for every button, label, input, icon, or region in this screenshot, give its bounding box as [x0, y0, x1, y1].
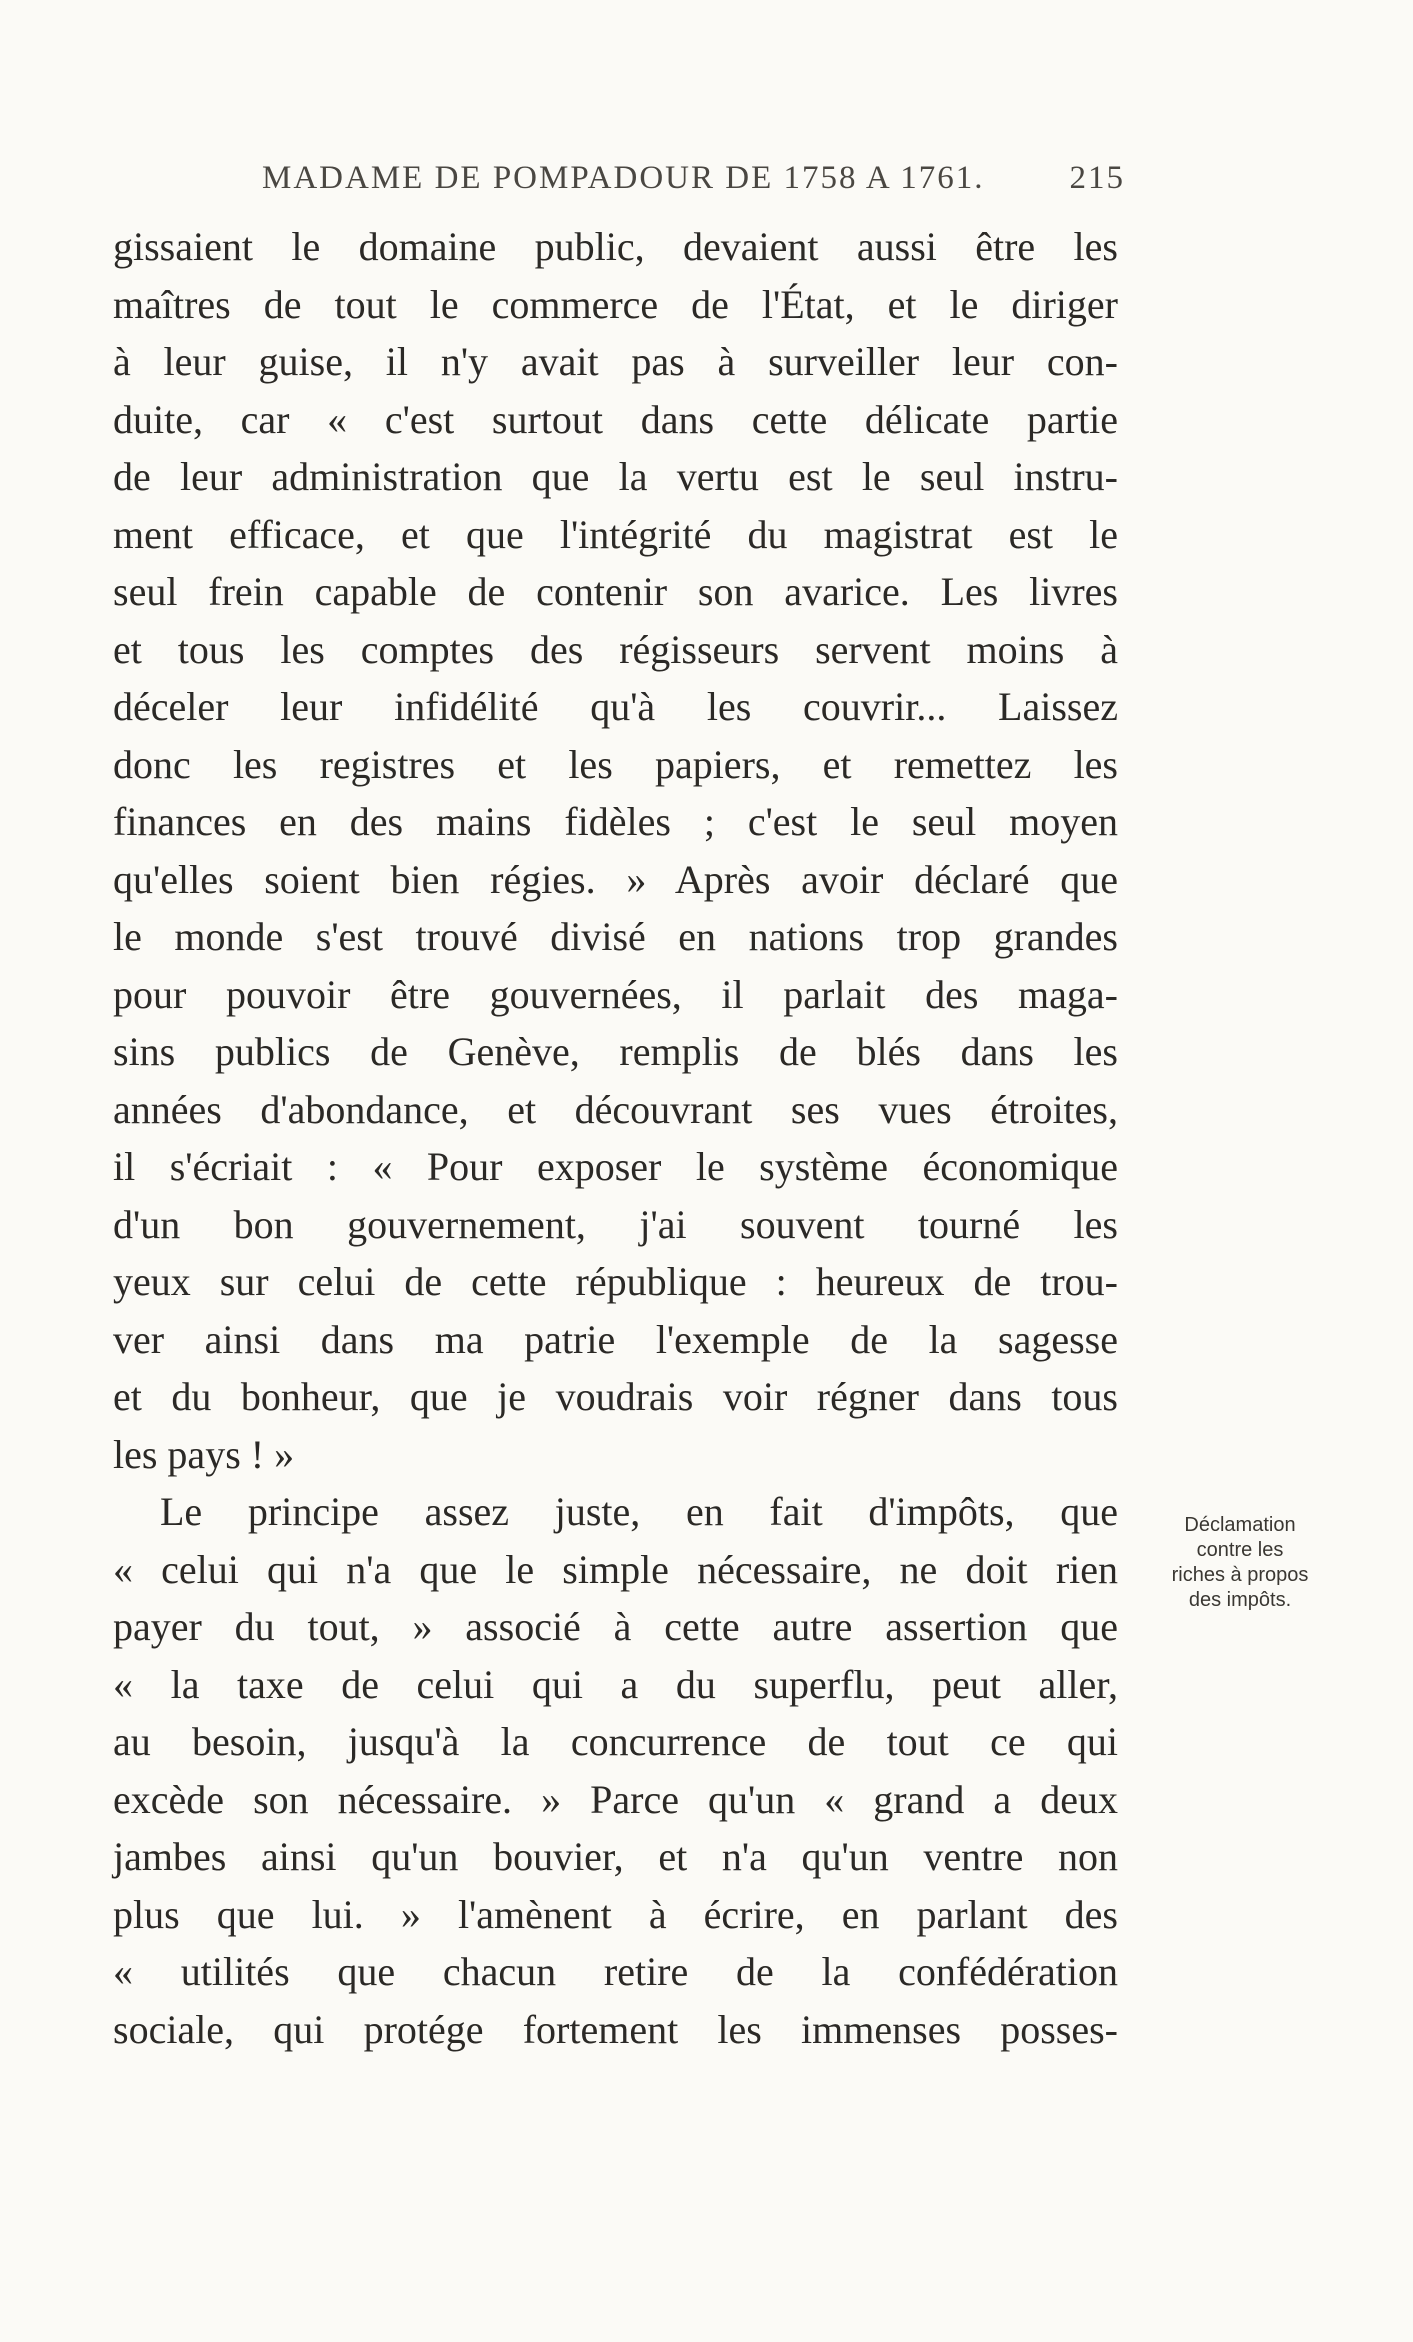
text-line: seul frein capable de contenir son avarice. Les livres — [113, 569, 1118, 614]
text-line: donc les registres et les papiers, et remettez les — [113, 741, 1118, 787]
text-line: à leur guise, il n'y avait pas à surveiller leur con- — [113, 339, 1118, 384]
paragraph-start-line: Le principe assez juste, en fait d'impôts, que — [160, 1489, 1118, 1534]
text-line: pour pouvoir être gouvernées, il parlait des maga- — [113, 971, 1118, 1017]
text-line: yeux sur celui de cette république : heureux de trou- — [113, 1259, 1118, 1304]
text-line: années d'abondance, et découvrant ses vues étroites, — [113, 1086, 1118, 1132]
text-line: sins publics de Genève, remplis de blés dans les — [113, 1029, 1118, 1074]
text-line: duite, car « c'est surtout dans cette délicate partie — [113, 396, 1118, 442]
margin-note — [1140, 1513, 1340, 1613]
text-line: « celui qui n'a que le simple nécessaire, ne doit rien — [113, 1546, 1118, 1592]
text-line: gissaient le domaine public, devaient aussi être les — [113, 224, 1118, 269]
text-line: payer du tout, » associé à cette autre assertion que — [113, 1604, 1118, 1649]
text-line: jambes ainsi qu'un bouvier, et n'a qu'un ventre non — [113, 1834, 1118, 1879]
text-line: ver ainsi dans ma patrie l'exemple de la sagesse — [113, 1316, 1118, 1362]
text-line: le monde s'est trouvé divisé en nations trop grandes — [113, 914, 1118, 959]
text-line: excède son nécessaire. » Parce qu'un « grand a deux — [113, 1776, 1118, 1822]
text-line: sociale, qui protége fortement les immenses posses- — [113, 2006, 1118, 2052]
text-line: et tous les comptes des régisseurs servent moins à — [113, 626, 1118, 672]
text-line: déceler leur infidélité qu'à les couvrir... Laissez — [113, 684, 1118, 729]
page-number: 215 — [1069, 160, 1125, 196]
text-line: « utilités que chacun retire de la confédération — [113, 1949, 1118, 1994]
running-title: MADAME DE POMPADOUR DE 1758 A 1761. — [262, 160, 985, 196]
page-header — [262, 160, 1125, 200]
text-line: plus que lui. » l'amènent à écrire, en parlant des — [113, 1891, 1118, 1937]
margin-note-line: riches à propos — [1171, 1564, 1309, 1586]
text-line: maîtres de tout le commerce de l'État, et le diriger — [113, 281, 1118, 327]
body-text — [113, 218, 1118, 2058]
margin-note-line: des impôts. — [1188, 1589, 1292, 1611]
text-line: qu'elles soient bien régies. » Après avoir déclaré que — [113, 856, 1118, 902]
text-line: il s'écriait : « Pour exposer le système économique — [113, 1144, 1118, 1189]
paragraph-end-line: les pays ! » — [113, 1431, 295, 1477]
text-line: de leur administration que la vertu est le seul instru- — [113, 454, 1118, 499]
text-line: d'un bon gouvernement, j'ai souvent tourné les — [113, 1201, 1118, 1247]
margin-note-line: Déclamation — [1184, 1514, 1296, 1536]
text-line: ment efficace, et que l'intégrité du magistrat est le — [113, 511, 1118, 557]
text-line: « la taxe de celui qui a du superflu, peut aller, — [113, 1661, 1118, 1707]
text-line: au besoin, jusqu'à la concurrence de tout ce qui — [113, 1719, 1118, 1764]
text-line: finances en des mains fidèles ; c'est le seul moyen — [113, 799, 1118, 844]
margin-note-line: contre les — [1196, 1539, 1284, 1561]
text-line: et du bonheur, que je voudrais voir régner dans tous — [113, 1374, 1118, 1419]
